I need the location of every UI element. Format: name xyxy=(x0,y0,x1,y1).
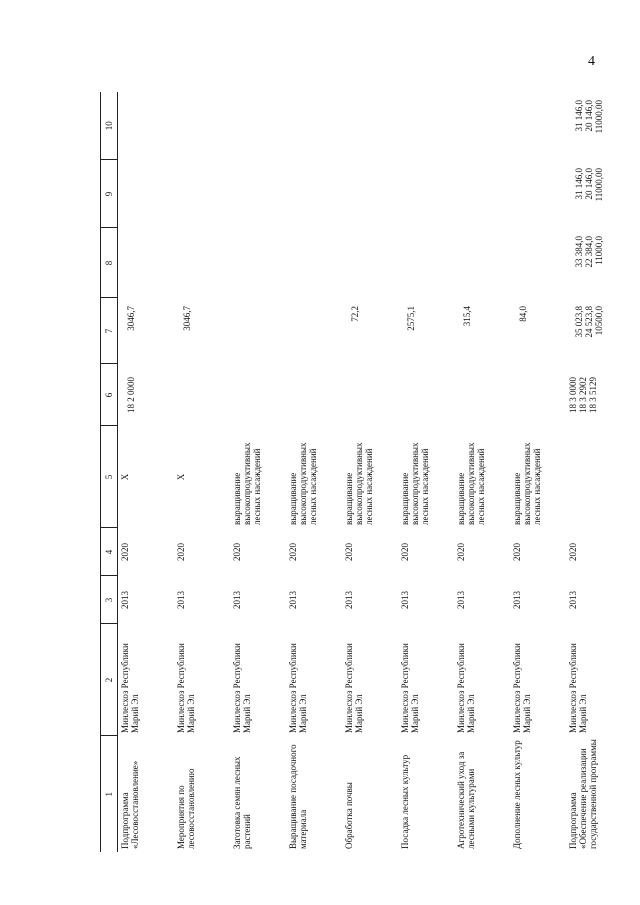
kbk-code-cell-value: 18 3 5129 xyxy=(588,377,598,413)
col9-cell xyxy=(286,160,342,228)
col8-cell-value: 11000,0 xyxy=(594,236,604,265)
expected-result-cell-text: выращивание высокопродуктивных лесных насаждений xyxy=(456,442,486,525)
col10-cell-values xyxy=(518,100,564,157)
expected-result-cell xyxy=(454,426,510,528)
column-header: 3 xyxy=(101,576,118,624)
end-year-cell xyxy=(510,528,566,576)
col7-cell-values xyxy=(182,306,228,361)
col10-cell-values xyxy=(462,100,508,157)
kbk-code-cell xyxy=(286,364,342,426)
col7-cell-value: 3046,7 xyxy=(126,306,136,331)
col10-cell xyxy=(510,92,566,160)
col8-cell xyxy=(286,228,342,298)
col9-cell xyxy=(342,160,398,228)
col10-cell xyxy=(286,92,342,160)
end-year-cell xyxy=(454,528,510,576)
col7-cell xyxy=(398,298,454,364)
start-year-cell-text: 2013 xyxy=(512,591,522,609)
column-header: 10 xyxy=(101,92,118,160)
event-name-cell-text: Дополнение лесных культур xyxy=(512,740,522,849)
col9-cell-value: 31 146,0 xyxy=(574,168,584,200)
column-header: 4 xyxy=(101,528,118,576)
end-year-cell xyxy=(286,528,342,576)
col10-cell xyxy=(118,92,175,160)
col8-cell xyxy=(230,228,286,298)
end-year-cell-text: 2020 xyxy=(288,543,298,561)
expected-result-cell-text: X xyxy=(120,473,130,481)
expected-result-cell-text: выращивание высокопродуктивных лесных насаждений xyxy=(512,442,542,525)
executor-cell-text: Минлесхоз Республики Марий Эл xyxy=(176,643,196,733)
col9-cell-values xyxy=(574,168,620,225)
kbk-code-cell xyxy=(566,364,622,426)
start-year-cell-text: 2013 xyxy=(232,591,242,609)
kbk-code-cell-values xyxy=(238,367,284,423)
kbk-code-cell-value: 18 2 0000 xyxy=(126,377,136,413)
expected-result-cell xyxy=(230,426,286,528)
executor-cell xyxy=(286,624,342,736)
start-year-cell-text: 2013 xyxy=(400,591,410,609)
expected-result-cell-text: выращивание высокопродуктивных лесных насаждений xyxy=(344,442,374,525)
executor-cell xyxy=(566,624,622,736)
col8-cell xyxy=(342,228,398,298)
col9-cell-value: 20 146,0 xyxy=(584,168,594,200)
col9-cell-values xyxy=(238,168,284,225)
col7-cell xyxy=(174,298,230,364)
start-year-cell xyxy=(118,576,175,624)
col10-cell xyxy=(230,92,286,160)
kbk-code-cell-values xyxy=(462,367,508,423)
table-row xyxy=(566,92,622,852)
start-year-cell-text: 2013 xyxy=(456,591,466,609)
event-name-cell-text: Выращивание посадочного материала xyxy=(288,744,308,849)
col10-cell xyxy=(174,92,230,160)
expected-result-cell-text: выращивание высокопродуктивных лесных насаждений xyxy=(232,442,262,525)
col9-cell xyxy=(510,160,566,228)
col7-cell-value: 3046,7 xyxy=(182,306,192,331)
col10-cell xyxy=(398,92,454,160)
col8-cell-values xyxy=(238,236,284,295)
end-year-cell-text: 2020 xyxy=(232,543,242,561)
col9-cell xyxy=(398,160,454,228)
end-year-cell xyxy=(230,528,286,576)
expected-result-cell xyxy=(510,426,566,528)
col10-cell-values xyxy=(350,100,396,157)
col8-cell-values xyxy=(406,236,452,295)
col9-cell-values xyxy=(350,168,396,225)
column-header: 7 xyxy=(101,298,118,364)
col10-cell xyxy=(454,92,510,160)
col7-cell-value: 10500,0 xyxy=(594,306,604,336)
col9-cell-value: 11000,00 xyxy=(594,168,604,202)
col7-cell-values xyxy=(238,306,284,361)
kbk-code-cell-value: 18 3 0000 xyxy=(568,377,578,413)
end-year-cell-text: 2020 xyxy=(456,543,466,561)
table-row xyxy=(286,92,342,852)
col8-cell xyxy=(510,228,566,298)
kbk-code-cell xyxy=(174,364,230,426)
table-body xyxy=(118,92,623,852)
start-year-cell xyxy=(286,576,342,624)
kbk-code-cell-values xyxy=(406,367,452,423)
column-header: 2 xyxy=(101,624,118,736)
col10-cell xyxy=(566,92,622,160)
executor-cell xyxy=(510,624,566,736)
start-year-cell xyxy=(566,576,622,624)
page-number: 4 xyxy=(588,54,595,69)
col8-cell xyxy=(398,228,454,298)
event-name-cell xyxy=(566,736,622,852)
start-year-cell xyxy=(230,576,286,624)
expected-result-cell-text xyxy=(568,429,614,525)
col10-cell-values xyxy=(126,100,172,157)
col8-cell-values xyxy=(518,236,564,295)
start-year-cell-text: 2013 xyxy=(344,591,354,609)
col8-cell-values xyxy=(350,236,396,295)
col10-cell-values xyxy=(574,100,620,157)
end-year-cell-text: 2020 xyxy=(176,543,186,561)
col10-cell xyxy=(342,92,398,160)
start-year-cell-text: 2013 xyxy=(288,591,298,609)
col7-cell xyxy=(286,298,342,364)
kbk-code-cell xyxy=(510,364,566,426)
event-name-cell-text: Подпрограмма «Обеспечение реализации государственной программы xyxy=(568,739,598,849)
col10-cell-values xyxy=(294,100,340,157)
executor-cell-text: Минлесхоз Республики Марий Эл xyxy=(232,643,252,733)
kbk-code-cell-values xyxy=(182,367,228,423)
event-name-cell-text: Заготовка семян лесных растений xyxy=(232,756,252,849)
col7-cell xyxy=(230,298,286,364)
end-year-cell xyxy=(566,528,622,576)
start-year-cell xyxy=(510,576,566,624)
col9-cell xyxy=(118,160,175,228)
kbk-code-cell xyxy=(398,364,454,426)
kbk-code-cell-values xyxy=(294,367,340,423)
table-row xyxy=(118,92,175,852)
event-name-cell-text: Посадка лесных культур xyxy=(400,754,410,849)
col7-cell-value: 315,4 xyxy=(462,306,472,327)
table-row xyxy=(398,92,454,852)
col8-cell-values xyxy=(182,236,228,295)
start-year-cell xyxy=(342,576,398,624)
kbk-code-cell-values xyxy=(126,367,172,423)
col10-cell-values xyxy=(406,100,452,157)
column-header: 1 xyxy=(101,736,118,852)
event-name-cell xyxy=(230,736,286,852)
col8-cell-values xyxy=(574,236,620,295)
end-year-cell-text: 2020 xyxy=(344,543,354,561)
expected-result-cell-text: X xyxy=(176,473,186,481)
expected-result-cell xyxy=(118,426,175,528)
executor-cell xyxy=(230,624,286,736)
expected-result-cell xyxy=(174,426,230,528)
col7-cell-values xyxy=(406,306,452,361)
expected-result-cell-text: выращивание высокопродуктивных лесных насаждений xyxy=(288,442,318,525)
column-number-row xyxy=(101,92,118,852)
end-year-cell xyxy=(398,528,454,576)
col9-cell-values xyxy=(182,168,228,225)
col10-cell-value: 11000,00 xyxy=(594,100,604,134)
col8-cell-values xyxy=(294,236,340,295)
start-year-cell xyxy=(174,576,230,624)
col8-cell-values xyxy=(462,236,508,295)
col7-cell xyxy=(342,298,398,364)
col7-cell-value: 24 523,8 xyxy=(584,306,594,338)
col8-cell-values xyxy=(126,236,172,295)
event-name-cell xyxy=(118,736,175,852)
executor-cell xyxy=(342,624,398,736)
col8-cell xyxy=(118,228,175,298)
kbk-code-cell-values xyxy=(350,367,396,423)
table-row xyxy=(342,92,398,852)
event-name-cell xyxy=(398,736,454,852)
col7-cell-values xyxy=(126,306,172,361)
start-year-cell-text: 2013 xyxy=(120,591,130,609)
column-header: 5 xyxy=(101,426,118,528)
col10-cell-values xyxy=(238,100,284,157)
col9-cell xyxy=(230,160,286,228)
end-year-cell xyxy=(342,528,398,576)
col7-cell-value: 84,0 xyxy=(518,306,528,322)
column-header: 6 xyxy=(101,364,118,426)
executor-cell-text: Минлесхоз Республики Марий Эл xyxy=(344,643,364,733)
event-name-cell xyxy=(286,736,342,852)
col8-cell-value: 22 384,0 xyxy=(584,236,594,268)
col9-cell-values xyxy=(294,168,340,225)
col7-cell-values xyxy=(350,306,396,361)
col8-cell xyxy=(174,228,230,298)
table-row xyxy=(174,92,230,852)
executor-cell-text: Минлесхоз Республики Марий Эл xyxy=(400,643,420,733)
expected-result-cell xyxy=(566,426,622,528)
end-year-cell xyxy=(174,528,230,576)
expected-result-cell xyxy=(342,426,398,528)
executor-cell-text: Минлесхоз Республики Марий Эл xyxy=(288,643,308,733)
kbk-code-cell-values xyxy=(518,367,564,423)
col7-cell-values xyxy=(574,306,620,361)
executor-cell xyxy=(118,624,175,736)
executor-cell-text: Минлесхоз Республики Марий Эл xyxy=(120,643,140,733)
table-row xyxy=(510,92,566,852)
start-year-cell xyxy=(398,576,454,624)
kbk-code-cell xyxy=(118,364,175,426)
col7-cell-values xyxy=(294,306,340,361)
end-year-cell-text: 2020 xyxy=(512,543,522,561)
end-year-cell xyxy=(118,528,175,576)
program-table xyxy=(100,92,622,852)
kbk-code-cell-value: 18 3 2902 xyxy=(578,377,588,413)
end-year-cell-text: 2020 xyxy=(568,543,578,561)
executor-cell xyxy=(454,624,510,736)
col9-cell xyxy=(174,160,230,228)
col7-cell xyxy=(566,298,622,364)
col7-cell-value: 72,2 xyxy=(350,306,360,322)
executor-cell-text: Минлесхоз Республики Марий Эл xyxy=(568,643,588,733)
expected-result-cell xyxy=(286,426,342,528)
column-header: 9 xyxy=(101,160,118,228)
col8-cell xyxy=(566,228,622,298)
col10-cell-value: 31 146,0 xyxy=(574,100,584,132)
col8-cell xyxy=(454,228,510,298)
end-year-cell-text: 2020 xyxy=(400,543,410,561)
col9-cell xyxy=(454,160,510,228)
event-name-cell xyxy=(342,736,398,852)
event-name-cell-text: Подпрограмма «Лесовосстановление» xyxy=(120,760,140,849)
table-row xyxy=(230,92,286,852)
expected-result-cell xyxy=(398,426,454,528)
kbk-code-cell-values xyxy=(568,367,614,423)
col7-cell xyxy=(118,298,175,364)
col10-cell-value: 20 146,0 xyxy=(584,100,594,132)
event-name-cell xyxy=(174,736,230,852)
end-year-cell-text: 2020 xyxy=(120,543,130,561)
executor-cell-text: Минлесхоз Республики Марий Эл xyxy=(456,643,476,733)
executor-cell xyxy=(174,624,230,736)
event-name-cell-text: Агротехнический уход за лесными культурами xyxy=(456,751,476,849)
kbk-code-cell xyxy=(230,364,286,426)
col9-cell-values xyxy=(126,168,172,225)
kbk-code-cell xyxy=(454,364,510,426)
start-year-cell-text: 2013 xyxy=(568,591,578,609)
expected-result-cell-text: выращивание высокопродуктивных лесных насаждений xyxy=(400,442,430,525)
col10-cell-values xyxy=(182,100,228,157)
rotated-table-page xyxy=(100,92,604,852)
event-name-cell-text: Мероприятия по лесовосстановлению xyxy=(176,768,196,849)
col7-cell xyxy=(454,298,510,364)
col7-cell xyxy=(510,298,566,364)
col7-cell-value: 2575,1 xyxy=(406,306,416,331)
kbk-code-cell xyxy=(342,364,398,426)
event-name-cell-text: Обработка почвы xyxy=(344,782,354,849)
col7-cell-values xyxy=(518,306,564,361)
executor-cell-text: Минлесхоз Республики Марий Эл xyxy=(512,643,532,733)
col9-cell-values xyxy=(518,168,564,225)
start-year-cell-text: 2013 xyxy=(176,591,186,609)
col8-cell-value: 33 384,0 xyxy=(574,236,584,268)
col9-cell-values xyxy=(406,168,452,225)
col7-cell-value: 35 023,8 xyxy=(574,306,584,338)
event-name-cell xyxy=(510,736,566,852)
executor-cell xyxy=(398,624,454,736)
col9-cell xyxy=(566,160,622,228)
col9-cell-values xyxy=(462,168,508,225)
event-name-cell xyxy=(454,736,510,852)
column-header: 8 xyxy=(101,228,118,298)
table-row xyxy=(454,92,510,852)
col7-cell-values xyxy=(462,306,508,361)
start-year-cell xyxy=(454,576,510,624)
